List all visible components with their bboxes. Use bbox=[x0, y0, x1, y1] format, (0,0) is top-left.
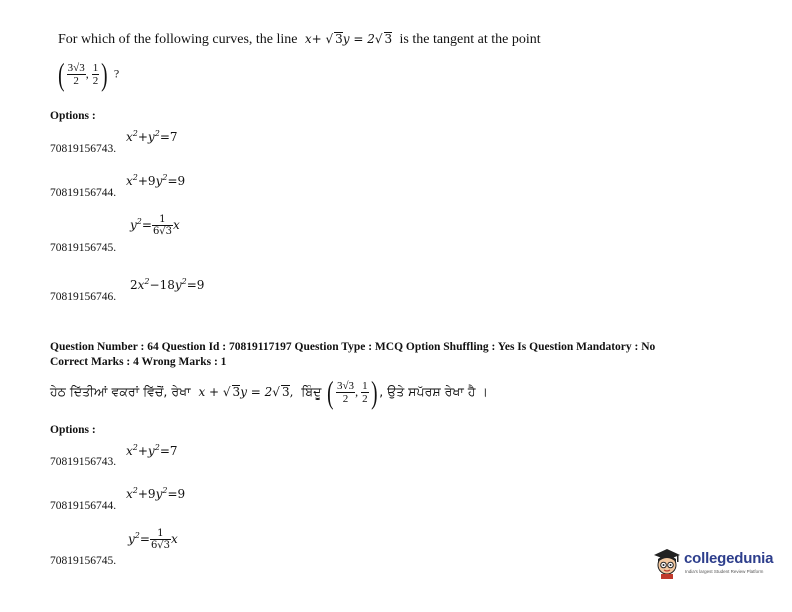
option-id: 70819156745. bbox=[50, 242, 117, 254]
option-id: 70819156743. bbox=[50, 143, 117, 155]
options-label: Options : bbox=[50, 110, 96, 122]
option-id: 70819156744. bbox=[50, 187, 117, 199]
logo-tagline: India's largest Student Review Platform bbox=[685, 569, 764, 574]
option-id: 70819156746. bbox=[50, 291, 117, 303]
question-1-text: For which of the following curves, the line x+ √ 3y = 2√ 3 is the tangent at the point bbox=[58, 32, 541, 47]
logo-wordmark: collegedunia bbox=[684, 550, 774, 567]
option-id: 70819156743. bbox=[50, 456, 117, 468]
option-equation: $x^2+y^2=7$ bbox=[126, 443, 178, 458]
collegedunia-logo bbox=[650, 546, 785, 580]
line-equation: x+ √ 3y = 2√ 3 bbox=[301, 32, 393, 46]
graduate-mascot-icon bbox=[650, 546, 684, 580]
options-label: Options : bbox=[50, 424, 96, 436]
option-id: 70819156744. bbox=[50, 500, 117, 512]
option-equation: $x^2+y^2=7$ bbox=[126, 129, 178, 144]
option-equation: $y^2=$ $\frac{1}{6√3}$ x bbox=[128, 528, 178, 551]
question-2-meta: Question Number : 64 Question Id : 70819117197 Question Type : MCQ Option Shuffling : Yes Is Question Mandatory : No bbox=[50, 341, 656, 353]
question-2-marks: Correct Marks : 4 Wrong Marks : 1 bbox=[50, 356, 227, 368]
question-2-text: ਹੇਠ ਦਿੱਤੀਆਂ ਵਕਰਾਂ ਵਿੱਚੋਂ, ਰੇਖਾ x + √ 3y = 2√ 3, ਬਿੰਦੂ ( $\frac{3√3}{2}$ , $\frac{1}{2}$ ) , ਉਤੇ ਸਪੱਰਸ਼ ਰੇਖਾ ਹੈ । bbox=[50, 374, 488, 410]
option-equation: $y^2=$ $\frac{1}{6√3}$ x bbox=[130, 214, 180, 237]
option-equation: $x^2+9y^2=9$ bbox=[126, 173, 186, 188]
option-equation: $2x^2-18y^2=9$ bbox=[130, 277, 205, 292]
question-1-point: ( $\frac{3√3}{2}$ , $\frac{1}{2}$ ) ? bbox=[58, 56, 120, 92]
option-equation: $x^2+9y^2=9$ bbox=[126, 486, 186, 501]
option-id: 70819156745. bbox=[50, 555, 117, 567]
